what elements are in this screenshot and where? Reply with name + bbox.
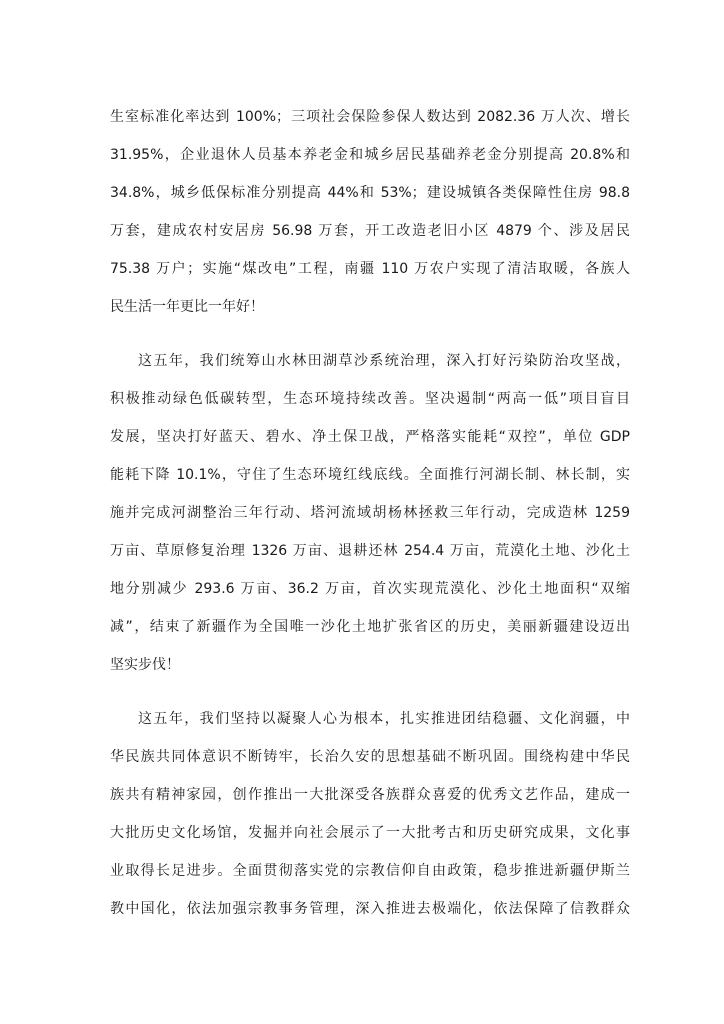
paragraph-line: 能耗下降 10.1%，守住了生态环境红线底线。全面推行河湖长制、林长制，实	[110, 467, 630, 483]
paragraph-line: 地分别减少 293.6 万亩、36.2 万亩，首次实现荒漠化、沙化土地面积“双缩	[110, 581, 630, 597]
paragraph-line: 万套，建成农村安居房 56.98 万套，开工改造老旧小区 4879 个、涉及居民	[110, 223, 630, 239]
paragraph-line: 坚实步伐！	[110, 657, 180, 673]
paragraph-line: 施并完成河湖整治三年行动、塔河流域胡杨林拯救三年行动，完成造林 1259	[110, 505, 630, 521]
paragraph-line: 积极推动绿色低碳转型，生态环境持续改善。坚决遏制“两高一低”项目盲目	[110, 391, 630, 407]
paragraph-line: 34.8%，城乡低保标准分别提高 44%和 53%；建设城镇各类保障性住房 98.8	[110, 185, 630, 201]
paragraph-line: 31.95%，企业退休人员基本养老金和城乡居民基础养老金分别提高 20.8%和	[110, 147, 630, 163]
paragraph-line: 减”，结束了新疆作为全国唯一沙化土地扩张省区的历史，美丽新疆建设迈出	[110, 619, 630, 635]
paragraph-line: 这五年，我们统筹山水林田湖草沙系统治理，深入打好污染防治攻坚战，	[138, 353, 630, 369]
paragraph-line: 大批历史文化场馆，发掘并向社会展示了一大批考古和历史研究成果，文化事	[110, 825, 630, 841]
paragraph-line: 生室标准化率达到 100%；三项社会保险参保人数达到 2082.36 万人次、增长	[110, 109, 630, 125]
paragraph-line: 教中国化，依法加强宗教事务管理，深入推进去极端化，依法保障了信教群众	[110, 901, 630, 917]
paragraph-line: 华民族共同体意识不断铸牢，长治久安的思想基础不断巩固。围绕构建中华民	[110, 749, 630, 765]
paragraph-line: 族共有精神家园，创作推出一大批深受各族群众喜爱的优秀文艺作品，建成一	[110, 787, 630, 803]
paragraph-line: 75.38 万户；实施“煤改电”工程，南疆 110 万农户实现了清洁取暖，各族人	[110, 261, 630, 277]
paragraph-line: 业取得长足进步。全面贯彻落实党的宗教信仰自由政策，稳步推进新疆伊斯兰	[110, 863, 630, 879]
paragraph-line: 这五年，我们坚持以凝聚人心为根本，扎实推进团结稳疆、文化润疆，中	[138, 711, 630, 727]
paragraph-line: 发展，坚决打好蓝天、碧水、净土保卫战，严格落实能耗“双控”，单位 GDP	[110, 429, 630, 445]
paragraph-line: 万亩、草原修复治理 1326 万亩、退耕还林 254.4 万亩，荒漠化土地、沙化土	[110, 543, 630, 559]
paragraph-line: 民生活一年更比一年好！	[110, 299, 264, 315]
